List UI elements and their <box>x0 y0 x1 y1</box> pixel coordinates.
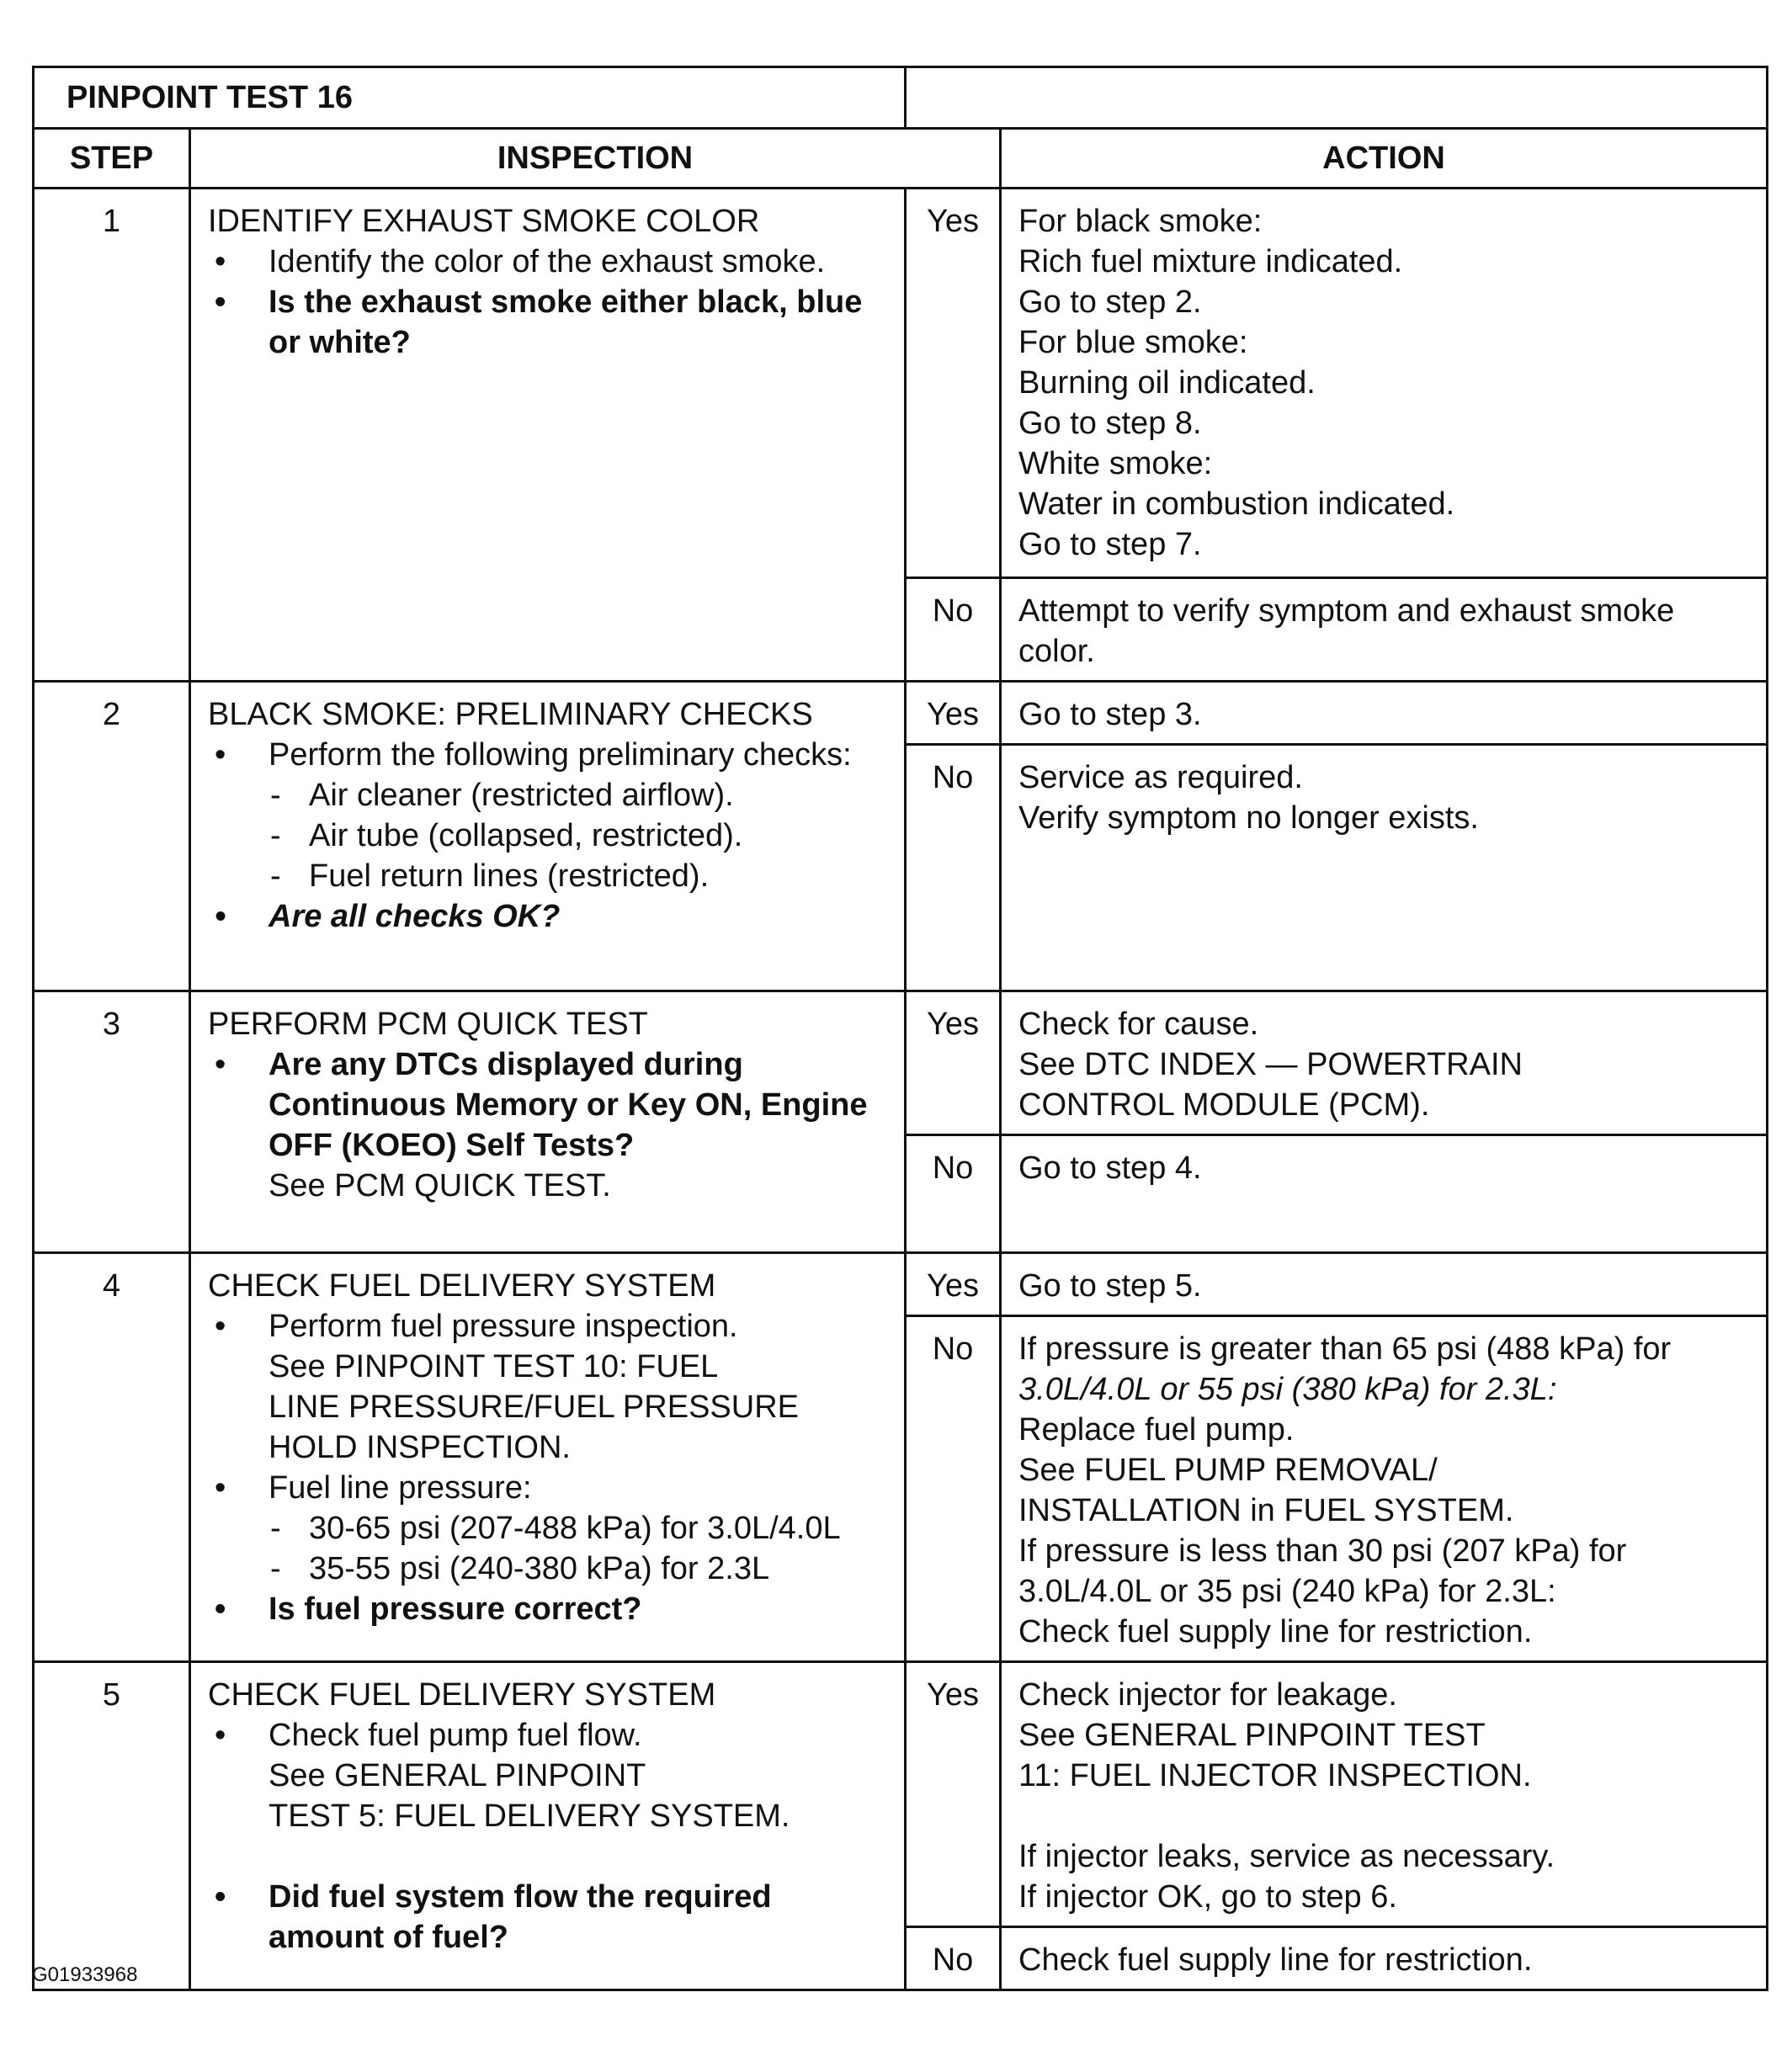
no-label: No <box>906 1316 1001 1662</box>
action-line: Go to step 2. <box>1018 284 1202 320</box>
inspection-cell <box>190 682 906 991</box>
action-line: For black smoke: <box>1018 204 1263 239</box>
sub-item: - Air cleaner (restricted airflow). <box>269 775 896 815</box>
no-action <box>1001 1316 1768 1662</box>
action-line: Service as required. <box>1018 760 1303 795</box>
step-number: 5 <box>34 1662 190 1990</box>
action-line: White smoke: <box>1018 446 1213 481</box>
question-text: Is fuel pressure correct? <box>269 1591 642 1627</box>
inspection-cell <box>190 991 906 1253</box>
table-row <box>34 189 1768 578</box>
list-item <box>208 735 896 896</box>
list-item <box>208 282 896 363</box>
yes-label: Yes <box>906 1253 1001 1316</box>
action-line: If injector leaks, service as necessary. <box>1018 1839 1555 1874</box>
no-label: No <box>906 745 1001 991</box>
sub-item: - 30-65 psi (207-488 kPa) for 3.0L/4.0L <box>269 1508 896 1549</box>
inspection-cell <box>190 1662 906 1990</box>
bullet-text: Perform the following preliminary checks: <box>269 737 852 773</box>
step-number: 1 <box>34 189 190 682</box>
reference-note: See PINPOINT TEST 10: FUEL <box>269 1349 719 1384</box>
bullet-text: Perform fuel pressure inspection. <box>269 1309 738 1344</box>
sub-item: - 35-55 psi (240-380 kPa) for 2.3L <box>269 1549 896 1589</box>
yes-action <box>1001 189 1768 578</box>
action-line: Attempt to verify symptom and exhaust smoke color. <box>1018 593 1675 669</box>
sub-item: - Air tube (collapsed, restricted). <box>269 815 896 856</box>
bullet-text: Fuel line pressure: <box>269 1470 532 1506</box>
action-line: Water in combustion indicated. <box>1018 486 1455 522</box>
action-line: Go to step 8. <box>1018 406 1202 441</box>
action-line: Burning oil indicated. <box>1018 365 1316 401</box>
question-text: Are all checks OK? <box>269 899 561 934</box>
inspection-cell <box>190 1253 906 1662</box>
header-action: ACTION <box>1001 129 1768 189</box>
reference-note: HOLD INSPECTION. <box>269 1430 571 1465</box>
table-title: PINPOINT TEST 16 <box>66 80 353 115</box>
no-label: No <box>906 578 1001 682</box>
action-line: Verify symptom no longer exists. <box>1018 800 1479 836</box>
table-row <box>34 1662 1768 1927</box>
question-text: Are any DTCs displayed during Continuous Memory or Key ON, Engine OFF (KOEO) Self Tests? <box>269 1047 868 1163</box>
action-line: If pressure is less than 30 psi (207 kPa) for <box>1018 1533 1627 1569</box>
yes-action <box>1001 682 1768 745</box>
yes-label: Yes <box>906 682 1001 745</box>
sub-item: - Fuel return lines (restricted). <box>269 856 896 896</box>
list-item <box>208 1715 896 1877</box>
reference-note: LINE PRESSURE/FUEL PRESSURE <box>269 1389 799 1425</box>
table-row <box>34 1253 1768 1316</box>
bullet-text: Identify the color of the exhaust smoke. <box>269 244 826 279</box>
action-line: 3.0L/4.0L or 55 psi (380 kPa) for 2.3L: <box>1018 1372 1557 1407</box>
step-number: 4 <box>34 1253 190 1662</box>
step-heading: CHECK FUEL DELIVERY SYSTEM <box>208 1677 716 1713</box>
header-inspection: INSPECTION <box>190 129 1001 189</box>
bullet-text: Check fuel pump fuel flow. <box>269 1718 642 1753</box>
question-text: Is the exhaust smoke either black, blue or white? <box>269 284 863 360</box>
table-row <box>34 682 1768 745</box>
action-line: Go to step 5. <box>1018 1268 1202 1304</box>
action-line: CONTROL MODULE (PCM). <box>1018 1087 1430 1123</box>
action-line: Check for cause. <box>1018 1007 1259 1042</box>
title-row <box>34 67 1768 129</box>
list-item <box>208 1306 896 1468</box>
reference-note: See GENERAL PINPOINT <box>269 1758 646 1793</box>
action-line: Check injector for leakage. <box>1018 1677 1397 1713</box>
action-line: If injector OK, go to step 6. <box>1018 1879 1397 1915</box>
step-heading: PERFORM PCM QUICK TEST <box>208 1007 648 1042</box>
action-line: Check fuel supply line for restriction. <box>1018 1942 1533 1978</box>
action-line: Go to step 4. <box>1018 1150 1202 1186</box>
no-action <box>1001 1927 1768 1990</box>
no-label: No <box>906 1135 1001 1253</box>
list-item <box>208 1589 896 1629</box>
step-number: 3 <box>34 991 190 1253</box>
no-action <box>1001 745 1768 991</box>
list-item <box>208 1877 896 1958</box>
reference-note: See PCM QUICK TEST. <box>269 1168 611 1203</box>
action-line: For blue smoke: <box>1018 325 1248 360</box>
pinpoint-test-table <box>32 66 1768 1991</box>
header-row <box>34 129 1768 189</box>
action-line: If pressure is greater than 65 psi (488 kPa) for <box>1018 1331 1672 1367</box>
question-text: Did fuel system flow the required amount of fuel? <box>269 1879 772 1955</box>
figure-id: G01933968 <box>32 1963 138 1986</box>
step-number: 2 <box>34 682 190 991</box>
action-line: Go to step 7. <box>1018 527 1202 562</box>
action-line: See DTC INDEX — POWERTRAIN <box>1018 1047 1523 1082</box>
action-line: Replace fuel pump. <box>1018 1412 1295 1448</box>
table-row <box>34 991 1768 1135</box>
step-heading: BLACK SMOKE: PRELIMINARY CHECKS <box>208 697 813 732</box>
yes-label: Yes <box>906 991 1001 1135</box>
yes-action <box>1001 991 1768 1135</box>
action-line: Check fuel supply line for restriction. <box>1018 1614 1533 1650</box>
action-line: Rich fuel mixture indicated. <box>1018 244 1403 279</box>
action-line: 3.0L/4.0L or 35 psi (240 kPa) for 2.3L: <box>1018 1574 1556 1609</box>
action-line: 11: FUEL INJECTOR INSPECTION. <box>1018 1758 1532 1793</box>
inspection-cell <box>190 189 906 682</box>
list-item <box>208 242 896 282</box>
header-step: STEP <box>34 129 190 189</box>
step-heading: IDENTIFY EXHAUST SMOKE COLOR <box>208 204 760 239</box>
list-item <box>208 1468 896 1589</box>
yes-label: Yes <box>906 1662 1001 1927</box>
no-action <box>1001 578 1768 682</box>
reference-note: TEST 5: FUEL DELIVERY SYSTEM. <box>269 1798 790 1834</box>
action-line: Go to step 3. <box>1018 697 1202 732</box>
pinpoint-test-sheet <box>32 66 1766 1991</box>
action-line: See GENERAL PINPOINT TEST <box>1018 1718 1486 1753</box>
action-line: See FUEL PUMP REMOVAL/ <box>1018 1453 1438 1488</box>
yes-action <box>1001 1662 1768 1927</box>
list-item <box>208 896 896 937</box>
step-heading: CHECK FUEL DELIVERY SYSTEM <box>208 1268 716 1304</box>
no-label: No <box>906 1927 1001 1990</box>
no-action <box>1001 1135 1768 1253</box>
list-item <box>208 1044 896 1206</box>
yes-action <box>1001 1253 1768 1316</box>
yes-label: Yes <box>906 189 1001 578</box>
action-line: INSTALLATION in FUEL SYSTEM. <box>1018 1493 1514 1528</box>
